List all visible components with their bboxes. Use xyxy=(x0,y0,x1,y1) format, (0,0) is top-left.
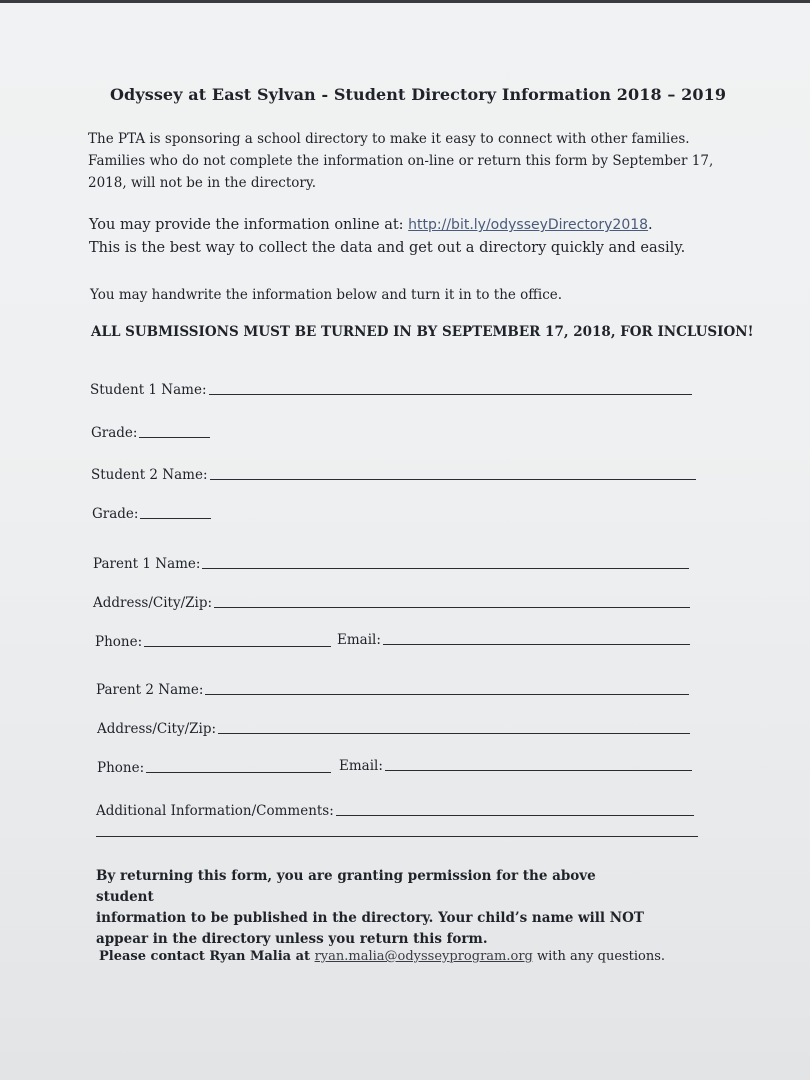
email2-field[interactable] xyxy=(339,758,692,774)
intro-paragraph xyxy=(88,128,713,194)
permission-statement xyxy=(96,866,656,950)
intro-line: Families who do not complete the information on-line or return this form by September 17, xyxy=(88,153,714,169)
online-suffix: . xyxy=(648,217,653,233)
phone2-field[interactable] xyxy=(97,760,331,776)
write-line[interactable] xyxy=(336,814,694,816)
parent1-name-field[interactable] xyxy=(93,556,689,572)
field-label: Parent 2 Name: xyxy=(96,682,204,698)
write-line[interactable] xyxy=(210,478,697,480)
directory-link[interactable]: http://bit.ly/odysseyDirectory2018 xyxy=(408,217,649,233)
field-label: Email: xyxy=(337,632,381,648)
field-label: Grade: xyxy=(91,425,138,441)
address2-field[interactable] xyxy=(97,721,690,737)
grade2-field[interactable] xyxy=(92,506,211,522)
write-line[interactable] xyxy=(209,393,693,395)
address1-field[interactable] xyxy=(93,595,690,611)
field-label: Phone: xyxy=(95,634,143,650)
field-label: Phone: xyxy=(97,760,145,776)
phone1-field[interactable] xyxy=(95,634,331,650)
write-line[interactable] xyxy=(385,769,692,771)
write-line[interactable] xyxy=(139,436,210,438)
intro-line: 2018, will not be in the directory. xyxy=(88,175,316,191)
contact-suffix: with any questions. xyxy=(532,949,666,964)
student2-name-field[interactable] xyxy=(91,467,696,483)
write-line[interactable] xyxy=(205,693,689,695)
permission-line: appear in the directory unless you return this form. xyxy=(96,931,488,947)
field-label: Student 2 Name: xyxy=(91,467,208,483)
field-label: Additional Information/Comments: xyxy=(96,803,334,819)
field-label: Address/City/Zip: xyxy=(97,721,217,737)
field-label: Parent 1 Name: xyxy=(93,556,201,572)
online-line-2: This is the best way to collect the data and get out a directory quickly and easily. xyxy=(89,240,686,256)
form-title: Odyssey at East Sylvan - Student Directory Information 2018 – 2019 xyxy=(110,85,727,104)
write-line[interactable] xyxy=(202,567,689,569)
write-line[interactable] xyxy=(144,645,331,647)
write-line[interactable] xyxy=(218,732,690,734)
write-line[interactable] xyxy=(146,771,331,773)
online-paragraph xyxy=(89,214,685,260)
field-label: Email: xyxy=(339,758,383,774)
contact-line xyxy=(99,949,665,964)
intro-line: The PTA is sponsoring a school directory to make it easy to connect with other families. xyxy=(88,131,690,147)
handwrite-note: You may handwrite the information below and turn it in to the office. xyxy=(90,287,563,303)
paper-top-edge xyxy=(0,0,810,3)
deadline-notice: ALL SUBMISSIONS MUST BE TURNED IN BY SEPTEMBER 17, 2018, FOR INCLUSION! xyxy=(91,324,754,340)
online-line xyxy=(89,214,685,237)
email1-field[interactable] xyxy=(337,632,690,648)
write-line[interactable] xyxy=(140,517,211,519)
student1-name-field[interactable] xyxy=(90,382,692,398)
write-line[interactable] xyxy=(383,643,690,645)
comments-field[interactable] xyxy=(96,803,694,819)
contact-email-link[interactable]: ryan.malia@odysseyprogram.org xyxy=(314,949,533,964)
permission-line: information to be published in the directory. Your child’s name will NOT xyxy=(96,910,644,926)
field-label: Student 1 Name: xyxy=(90,382,207,398)
grade1-field[interactable] xyxy=(91,425,210,441)
contact-prefix: Please contact Ryan Malia at xyxy=(99,949,315,964)
write-line[interactable] xyxy=(214,606,690,608)
field-label: Address/City/Zip: xyxy=(93,595,213,611)
online-prefix: You may provide the information online at: xyxy=(89,217,409,233)
parent2-name-field[interactable] xyxy=(96,682,689,698)
permission-line: By returning this form, you are granting permission for the above student xyxy=(96,868,596,905)
field-label: Grade: xyxy=(92,506,139,522)
comments-extra-line[interactable] xyxy=(96,836,698,837)
